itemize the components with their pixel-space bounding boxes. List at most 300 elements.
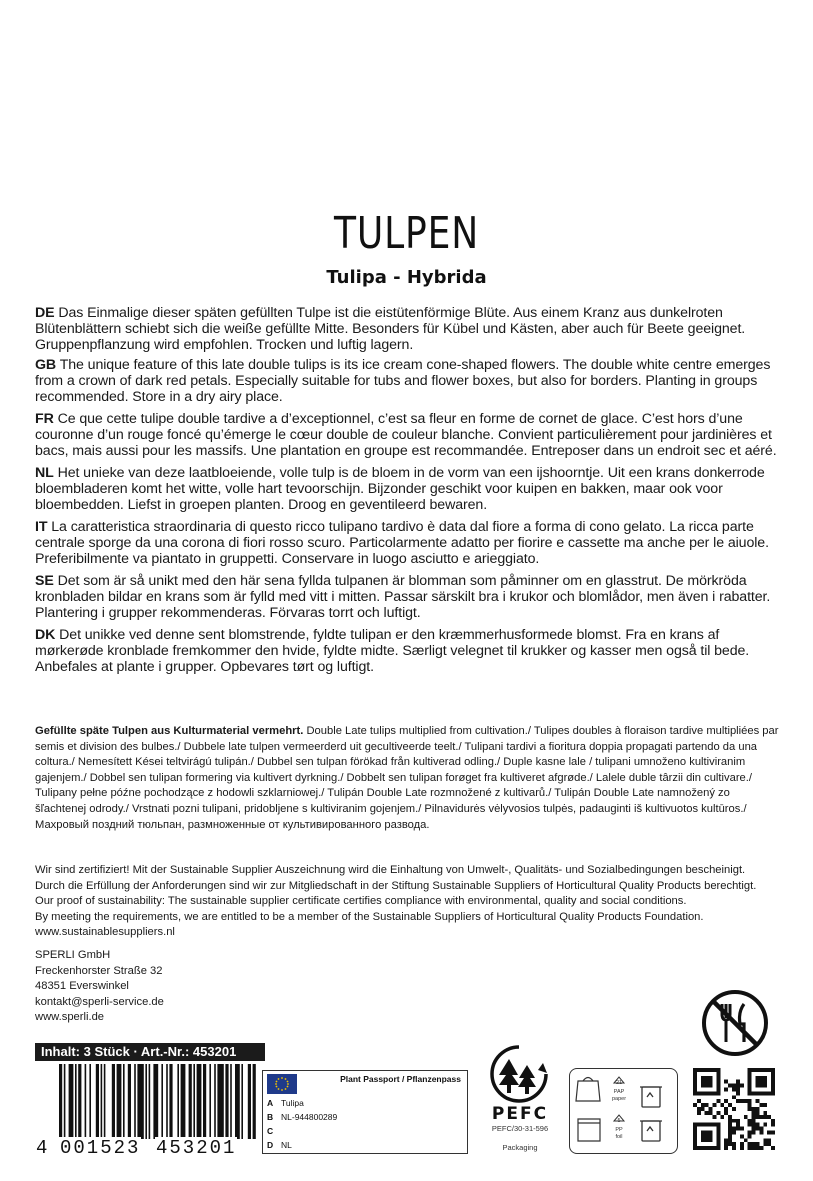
qr-module [759, 1146, 763, 1150]
qr-module [701, 1123, 705, 1127]
qr-module [771, 1146, 775, 1150]
qr-module [732, 1142, 736, 1146]
qr-module [701, 1134, 705, 1138]
recycle-foil-icon [614, 1115, 624, 1140]
qr-module [763, 1084, 767, 1088]
qr-module [740, 1146, 744, 1150]
recycling-info [569, 1068, 678, 1154]
qr-module [693, 1130, 697, 1134]
qr-module [759, 1130, 763, 1134]
barcode-digits-right: 453201 [156, 1137, 237, 1159]
passport-row-value: NL [281, 1140, 292, 1150]
description-text: Det unikke ved denne sent blomstrende, fyldte tulipan er den kræmmerhusformede blomst. Fra en krans af mørkerøde kronblade fremkommer den hvide, fyldte midte. Særligt velegnet til krukker og kasser men også til bede. Anbefales at plante i grupper. Opbevares tørt og luftigt. [35, 627, 750, 675]
qr-module [697, 1099, 701, 1103]
language-code: FR [35, 411, 54, 427]
qr-module [709, 1134, 713, 1138]
qr-module [705, 1134, 709, 1138]
qr-module [697, 1123, 701, 1127]
qr-module [720, 1115, 724, 1119]
barcode-bars [35, 1064, 265, 1139]
barcode-bar [177, 1064, 179, 1139]
qr-module [693, 1138, 697, 1142]
language-code: DE [35, 305, 55, 321]
qr-module [716, 1080, 720, 1084]
language-code: NL [35, 465, 54, 481]
qr-module [716, 1068, 720, 1072]
qr-module [763, 1142, 767, 1146]
qr-module [759, 1115, 763, 1119]
barcode-bar [230, 1064, 232, 1139]
qr-module [693, 1091, 697, 1095]
pefc-code: PEFC/30-31-596 [491, 1124, 549, 1133]
qr-module [748, 1068, 752, 1072]
qr-module [748, 1099, 752, 1103]
passport-row-key: D [267, 1140, 274, 1150]
barcode-bar [149, 1064, 151, 1139]
barcode-bar [209, 1064, 211, 1139]
qr-module [705, 1091, 709, 1095]
qr-module [697, 1146, 701, 1150]
plant-passport-row [267, 1098, 304, 1108]
qr-module [748, 1123, 752, 1127]
qr-module [693, 1084, 697, 1088]
qr-module [716, 1084, 720, 1088]
qr-module [759, 1084, 763, 1088]
qr-module [705, 1080, 709, 1084]
qr-module [740, 1134, 744, 1138]
qr-module [728, 1127, 732, 1131]
qr-module [724, 1111, 728, 1115]
qr-module [693, 1076, 697, 1080]
passport-row-value: Tulipa [281, 1098, 304, 1108]
qr-module [736, 1127, 740, 1131]
plant-passport [262, 1070, 468, 1154]
plant-passport-row [267, 1140, 292, 1150]
qr-module [728, 1142, 732, 1146]
qr-module [755, 1068, 759, 1072]
qr-module [771, 1088, 775, 1092]
recycle-sub-bottom: foil [615, 1134, 623, 1140]
barcode-bar [134, 1064, 136, 1139]
bag-icon [576, 1078, 600, 1102]
qr-module [724, 1146, 728, 1150]
qr-module [736, 1119, 740, 1123]
qr-module [763, 1138, 767, 1142]
qr-module [716, 1072, 720, 1076]
qr-module [705, 1068, 709, 1072]
qr-module [709, 1130, 713, 1134]
barcode-bar [193, 1064, 195, 1139]
barcode-bar [235, 1064, 240, 1139]
qr-module [736, 1099, 740, 1103]
qr-module [748, 1119, 752, 1123]
qr-module [767, 1142, 771, 1146]
recycle-paper-icon [612, 1077, 626, 1102]
barcode-bar [203, 1064, 206, 1139]
passport-row-value: NL-944800289 [281, 1112, 338, 1122]
qr-module [728, 1115, 732, 1119]
qr-module [748, 1076, 752, 1080]
qr-module [755, 1084, 759, 1088]
content-label: Inhalt: 3 Stück · Art.-Nr.: 453201 [35, 1043, 265, 1061]
qr-module [755, 1123, 759, 1127]
qr-module [701, 1076, 705, 1080]
qr-module [736, 1123, 740, 1127]
barcode-bar [85, 1064, 87, 1139]
cultivation-note-text: Double Late tulips multiplied from cultivation./ Tulipes doubles à floraison tardive multipliées par semis et division des bulbes./ Dubbele late tulpen vermeerderd uit gecultiveerde teelt./ Tulipani tardivi a fioritura doppia propagati partendo da una coltura./ Nemesített Kései teltvirágú tulipán./ Dubbel sen tulpan förökad från kultiverad odling./ Duple kasne lale / tulipani umnoženo kultiviranim gajenjem./ Dobbel sen tulipan formering via kultivert dyrkning./ Dobbelt sen tulipan forøget fra kultiveret afgrøde./ Lalele duble târzii din cultivare./ Tulipany pełne późne pochodzące z hodowli szklarniowej./ Tulipán Double Late rozmnožené z kultivarů./ Tulipán Double Late namnožený zo šľachtenej odrody./ Vrstnati pozni tulipani, pridobljene s kultiviranim gojenjem./ Pilnavidurės vėlyvosios tulpės, padauginti iš kultivuotos kultūros./ [35, 725, 779, 815]
qr-module [724, 1088, 728, 1092]
sustainability-line: Durch die Erfüllung der Anforderungen sind wir zur Mitgliedschaft in der Stiftung Sustainable Suppliers of Horticultural Quality Products berechtigt. [35, 879, 757, 892]
qr-module [771, 1119, 775, 1123]
qr-module [748, 1103, 752, 1107]
qr-module [716, 1127, 720, 1131]
qr-module [740, 1142, 744, 1146]
qr-module [697, 1068, 701, 1072]
qr-module [724, 1080, 728, 1084]
qr-module [728, 1119, 732, 1123]
qr-module [701, 1138, 705, 1142]
qr-module [713, 1103, 717, 1107]
qr-module [709, 1076, 713, 1080]
barcode-bar [59, 1064, 62, 1139]
qr-module [701, 1091, 705, 1095]
not-edible-icon [700, 988, 770, 1058]
qr-module [748, 1088, 752, 1092]
qr-module [709, 1080, 713, 1084]
paper-bin-icon [640, 1087, 662, 1107]
qr-module [755, 1107, 759, 1111]
qr-module [767, 1115, 771, 1119]
cultivation-note [35, 724, 780, 833]
recycle-code-top: 21 [615, 1080, 623, 1086]
qr-module [748, 1142, 752, 1146]
recycle-label-top: PAP [613, 1089, 625, 1095]
qr-module [728, 1134, 732, 1138]
passport-row-key: A [267, 1098, 274, 1108]
barcode-bar [217, 1064, 223, 1139]
qr-module [752, 1091, 756, 1095]
description-nl [35, 465, 780, 513]
qr-module [693, 1134, 697, 1138]
recycle-code-bottom: 5 [617, 1118, 621, 1124]
qr-module [763, 1123, 767, 1127]
barcode-bar [104, 1064, 106, 1139]
qr-module [752, 1123, 756, 1127]
qr-module [736, 1091, 740, 1095]
qr-module [728, 1138, 732, 1142]
description-text: The unique feature of this late double tulips is its ice cream cone-shaped flowers. The double white centre emerges from a crown of dark red petals. Especially suitable for tubs and flower boxes, but also for borders. Planting in groups recommended. Store in a dry airy place. [35, 357, 771, 405]
qr-module [705, 1084, 709, 1088]
description-se [35, 573, 780, 621]
recycle-label-bottom: PP [615, 1127, 623, 1133]
qr-module [748, 1080, 752, 1084]
qr-module [701, 1130, 705, 1134]
qr-module [705, 1138, 709, 1142]
qr-module [705, 1130, 709, 1134]
qr-module [709, 1107, 713, 1111]
page-title: TULPEN [333, 208, 480, 259]
qr-module [701, 1103, 705, 1107]
barcode-bar [96, 1064, 99, 1139]
qr-module [716, 1099, 720, 1103]
company-street: Freckenhorster Straße 32 [35, 964, 163, 977]
plastic-bin-icon [640, 1121, 662, 1141]
qr-module [732, 1084, 736, 1088]
description-text: Det som är så unikt med den här sena fyllda tulpanen är blomman som påminner om en glasstrut. De mörkröda kronbladen bildar en krans som är fylld med vitt i mitten. Passar särskilt bra i krukor och blomlådor, men även i rabatter. Plantering i grupper rekommenderas. Förvaras torrt och luftigt. [35, 573, 771, 621]
qr-module [732, 1107, 736, 1111]
qr-module [693, 1072, 697, 1076]
sustainability-line: By meeting the requirements, we are entitled to be a member of the Sustainable Suppliers of Horticultural Quality Products Foundation. [35, 910, 704, 923]
qr-module [716, 1142, 720, 1146]
description-it [35, 519, 780, 567]
barcode-bar [75, 1064, 77, 1139]
qr-module [748, 1072, 752, 1076]
passport-row-key: C [267, 1126, 274, 1136]
language-code: SE [35, 573, 54, 589]
barcode-bar [137, 1064, 143, 1139]
qr-module [693, 1123, 697, 1127]
qr-module [693, 1127, 697, 1131]
qr-module [752, 1130, 756, 1134]
qr-module [752, 1115, 756, 1119]
qr-module [736, 1084, 740, 1088]
description-gb [35, 357, 780, 405]
qr-module [771, 1091, 775, 1095]
qr-module [752, 1127, 756, 1131]
qr-module [752, 1107, 756, 1111]
qr-module [767, 1068, 771, 1072]
qr-module [748, 1130, 752, 1134]
qr-module [755, 1076, 759, 1080]
cultivation-note-lead: Gefüllte späte Tulpen aus Kulturmaterial vermehrt. [35, 725, 304, 737]
eu-flag-icon [267, 1074, 297, 1094]
barcode-bar [112, 1064, 115, 1139]
qr-module [724, 1107, 728, 1111]
qr-module [709, 1084, 713, 1088]
qr-module [771, 1123, 775, 1127]
qr-module [716, 1138, 720, 1142]
page-subtitle: Tulipa - Hybrida [326, 267, 487, 288]
pefc-label: PEFC [491, 1104, 549, 1124]
qr-module [752, 1142, 756, 1146]
qr-module [705, 1111, 709, 1115]
qr-module [767, 1130, 771, 1134]
barcode-bar [78, 1064, 81, 1139]
qr-module [763, 1076, 767, 1080]
qr-module [759, 1127, 763, 1131]
qr-module [763, 1091, 767, 1095]
barcode-bar [253, 1064, 256, 1139]
company-email[interactable]: kontakt@sperli-service.de [35, 995, 164, 1008]
qr-module [771, 1080, 775, 1084]
qr-module [744, 1138, 748, 1142]
qr-module [720, 1103, 724, 1107]
qr-module [713, 1123, 717, 1127]
qr-module [701, 1146, 705, 1150]
qr-module [736, 1080, 740, 1084]
qr-module [697, 1091, 701, 1095]
qr-module [736, 1088, 740, 1092]
qr-module [759, 1103, 763, 1107]
sustainability-link[interactable]: www.sustainablesuppliers.nl [35, 926, 175, 938]
qr-module [709, 1138, 713, 1142]
qr-module [709, 1068, 713, 1072]
barcode-bar [64, 1064, 66, 1139]
barcode-bar [69, 1064, 74, 1139]
barcode-bar [117, 1064, 122, 1139]
qr-module [755, 1080, 759, 1084]
barcode-bar [89, 1064, 91, 1139]
description-text: Het unieke van deze laatbloeiende, volle tulp is de bloem in de vorm van een ijshoorntje. Uit een krans donkerrode bloembladeren komt het witte, volle hart tevoorschijn. Bijzonder geschikt voor kuipen en bakken, maar ook voor bloembedden. Liefst in groepen planten. Droog en geventileerd bewaren. [35, 465, 765, 513]
qr-module [755, 1111, 759, 1115]
qr-module [693, 1080, 697, 1084]
barcode-bar [197, 1064, 202, 1139]
qr-module [763, 1103, 767, 1107]
qr-module [748, 1134, 752, 1138]
barcode-bar [153, 1064, 158, 1139]
barcode-bar [169, 1064, 172, 1139]
pouch-icon [578, 1119, 600, 1141]
pefc-caption: Packaging [502, 1143, 538, 1152]
qr-module [728, 1130, 732, 1134]
qr-module [763, 1080, 767, 1084]
recycle-sub-top: paper [611, 1096, 627, 1102]
qr-code[interactable] [693, 1068, 775, 1150]
qr-module [732, 1130, 736, 1134]
language-code: IT [35, 519, 48, 535]
qr-module [759, 1068, 763, 1072]
description-fr [35, 411, 780, 459]
qr-module [755, 1127, 759, 1131]
qr-module [701, 1084, 705, 1088]
qr-module [705, 1103, 709, 1107]
description-text: Ce que cette tulipe double tardive a d’exceptionnel, c’est sa fleur en forme de cornet de glace. C’est hors d’une couronne d’un rouge foncé qu’émerge le cœur double de couleur blanche. Convient particulièrement pour jardinières et bacs, mais aussi pour les massifs. Une plantation en groupe est recommandée. Entreposer dans un endroit sec et aéré. [35, 411, 777, 459]
qr-module [771, 1130, 775, 1134]
qr-module [748, 1146, 752, 1150]
qr-module [697, 1107, 701, 1111]
qr-module [709, 1111, 713, 1115]
qr-module [771, 1084, 775, 1088]
sustainability-line: Our proof of sustainability: The sustainable supplier certificate certifies compliance with environmental, quality and social conditions. [35, 895, 687, 907]
qr-module [709, 1146, 713, 1150]
qr-module [693, 1068, 697, 1072]
qr-module [755, 1115, 759, 1119]
qr-module [716, 1123, 720, 1127]
qr-module [755, 1099, 759, 1103]
qr-module [755, 1091, 759, 1095]
qr-module [732, 1095, 736, 1099]
barcode-bar [241, 1064, 243, 1139]
qr-module [724, 1138, 728, 1142]
qr-module [752, 1068, 756, 1072]
qr-module [752, 1119, 756, 1123]
qr-module [705, 1123, 709, 1127]
barcode-bar [123, 1064, 125, 1139]
qr-module [740, 1084, 744, 1088]
qr-module [732, 1146, 736, 1150]
qr-module [771, 1068, 775, 1072]
barcode-digits-left: 001523 [60, 1137, 141, 1159]
qr-module [705, 1076, 709, 1080]
sustainability-statement [35, 863, 780, 941]
qr-module [759, 1091, 763, 1095]
barcode-bar [214, 1064, 216, 1139]
qr-module [748, 1091, 752, 1095]
cultivation-note-ru: Махровый поздний тюльпан, размноженные от культивированного развода. [35, 818, 430, 831]
company-website[interactable]: www.sperli.de [35, 1011, 105, 1023]
barcode-bar [145, 1064, 147, 1139]
qr-module [755, 1142, 759, 1146]
barcode-bar [181, 1064, 186, 1139]
description-de [35, 305, 780, 353]
qr-module [716, 1076, 720, 1080]
qr-module [728, 1084, 732, 1088]
qr-module [763, 1068, 767, 1072]
qr-module [701, 1080, 705, 1084]
qr-module [752, 1111, 756, 1115]
qr-module [728, 1123, 732, 1127]
qr-module [697, 1111, 701, 1115]
qr-module [752, 1146, 756, 1150]
barcode-bar [101, 1064, 103, 1139]
qr-module [724, 1142, 728, 1146]
qr-module [716, 1146, 720, 1150]
barcode-bar [189, 1064, 192, 1139]
plant-passport-row [267, 1112, 337, 1122]
qr-module [716, 1111, 720, 1115]
qr-module [701, 1068, 705, 1072]
qr-module [744, 1099, 748, 1103]
qr-module [709, 1123, 713, 1127]
qr-module [732, 1127, 736, 1131]
qr-module [771, 1072, 775, 1076]
description-dk [35, 627, 780, 675]
qr-module [705, 1146, 709, 1150]
company-city: 48351 Everswinkel [35, 980, 129, 992]
pefc-tree-icon [487, 1043, 551, 1105]
description-text: Das Einmalige dieser späten gefüllten Tulpe ist die eistütenförmige Blüte. Aus einem Kranz aus dunkelroten Blütenblättern schiebt sich die weiße gefüllte Mitte. Besonders für Kübel und Kästen, aber auch für Beete geeignet. Gruppenpflanzung wird empfohlen. Trocken und luftig lagern. [35, 305, 746, 353]
barcode-bar [248, 1064, 251, 1139]
qr-module [693, 1146, 697, 1150]
qr-module [744, 1115, 748, 1119]
qr-module [716, 1088, 720, 1092]
passport-row-key: B [267, 1112, 274, 1122]
qr-module [759, 1080, 763, 1084]
qr-module [767, 1138, 771, 1142]
pefc-logo [487, 1043, 551, 1110]
language-code: GB [35, 357, 57, 373]
qr-module [755, 1146, 759, 1150]
qr-module [740, 1099, 744, 1103]
barcode-bar [166, 1064, 168, 1139]
qr-module [716, 1134, 720, 1138]
qr-module [740, 1127, 744, 1131]
description-text: La caratteristica straordinaria di questo ricco tulipano tardivo è data dal fiore a forma di cono gelato. La ricca parte centrale sporge da una corona di fiori rosso scuro. Particolarmente adatto per fiorire e cassette ma anche per le aiuole. Preferibilmente va piantato in gruppetti. Conservare in luogo asciutto e arieggiato. [35, 519, 769, 567]
qr-module [767, 1091, 771, 1095]
qr-module [713, 1091, 717, 1095]
language-code: DK [35, 627, 56, 643]
company-address [35, 948, 335, 1026]
qr-module [748, 1084, 752, 1088]
qr-module [713, 1146, 717, 1150]
qr-module [728, 1103, 732, 1107]
sustainability-line: Wir sind zertifiziert! Mit der Sustainable Supplier Auszeichnung wird die Einhaltung von Umwelt-, Qualitäts- und Sozialbedingungen bescheinigt. [35, 864, 746, 876]
qr-module [759, 1076, 763, 1080]
qr-module [693, 1103, 697, 1107]
qr-module [701, 1107, 705, 1111]
qr-module [713, 1115, 717, 1119]
plant-passport-title: Plant Passport / Pflanzenpass [340, 1074, 461, 1084]
